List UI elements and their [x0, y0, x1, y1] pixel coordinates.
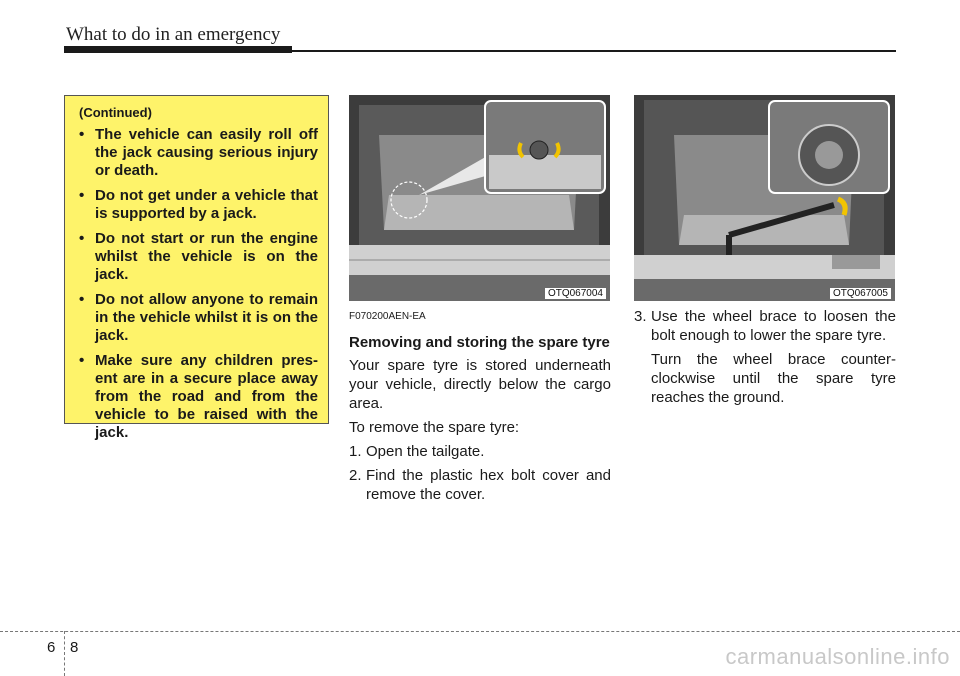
intro-paragraph: Your spare tyre is stored underneath your vehicle, directly below the cargo area. [349, 357, 611, 412]
bullet-icon: • [79, 230, 85, 247]
step-3 [634, 307, 896, 345]
warning-item: • Do not allow anyone to remain in the vehicle whilst it is on the jack. [79, 291, 318, 344]
bullet-icon: • [79, 291, 85, 308]
figure-caption: OTQ067004 [545, 288, 606, 299]
figure-wheel-brace [634, 95, 895, 301]
warning-item: • Make sure any children pres-ent are in a secure place away from the road and from the vehicle to be raised with the jack. [79, 352, 318, 441]
right-column [634, 307, 896, 407]
cargo-area-illustration [349, 95, 610, 301]
step-3-continued: Turn the wheel brace counter-clockwise until the spare tyre reaches the ground. [651, 351, 896, 406]
step-number: 3. [634, 308, 647, 325]
warning-list [75, 126, 318, 442]
step-1 [349, 442, 611, 461]
bullet-icon: • [79, 352, 85, 369]
to-remove-line: To remove the spare tyre: [349, 419, 520, 436]
footer-rule [0, 631, 960, 632]
figure-caption: OTQ067005 [830, 288, 891, 299]
step-text: Find the plastic hex bolt cover and remove the cover. [366, 467, 611, 503]
figure-cargo-bolt-cover [349, 95, 610, 301]
bullet-icon: • [79, 126, 85, 143]
warning-box [64, 95, 329, 441]
watermark: carmanualsonline.info [725, 644, 950, 669]
section-heading: Removing and storing the spare tyre [349, 334, 610, 351]
page-section-number: 6 [47, 639, 56, 656]
warning-item: • The vehicle can easily roll off the jack causing serious injury or death. [79, 126, 318, 179]
warning-item: • Do not get under a vehicle that is supported by a jack. [79, 187, 318, 222]
step-text: Open the tailgate. [366, 443, 485, 460]
warning-item: • Do not start or run the engine whilst the vehicle is on the jack. [79, 230, 318, 283]
page-header-title: What to do in an emergency [66, 24, 281, 45]
middle-column [349, 307, 611, 509]
footer-divider [64, 631, 65, 676]
page-number: 8 [70, 639, 79, 656]
step-number: 1. [349, 443, 362, 460]
header-rule [64, 50, 896, 52]
step-number: 2. [349, 467, 362, 484]
wheel-brace-illustration [634, 95, 895, 301]
step-2 [349, 466, 611, 504]
step-text: Use the wheel brace to loosen the bolt enough to lower the spare tyre. [651, 308, 896, 344]
section-code: F070200AEN-EA [349, 311, 426, 322]
bullet-icon: • [79, 187, 85, 204]
warning-continued-label: (Continued) [79, 105, 152, 120]
